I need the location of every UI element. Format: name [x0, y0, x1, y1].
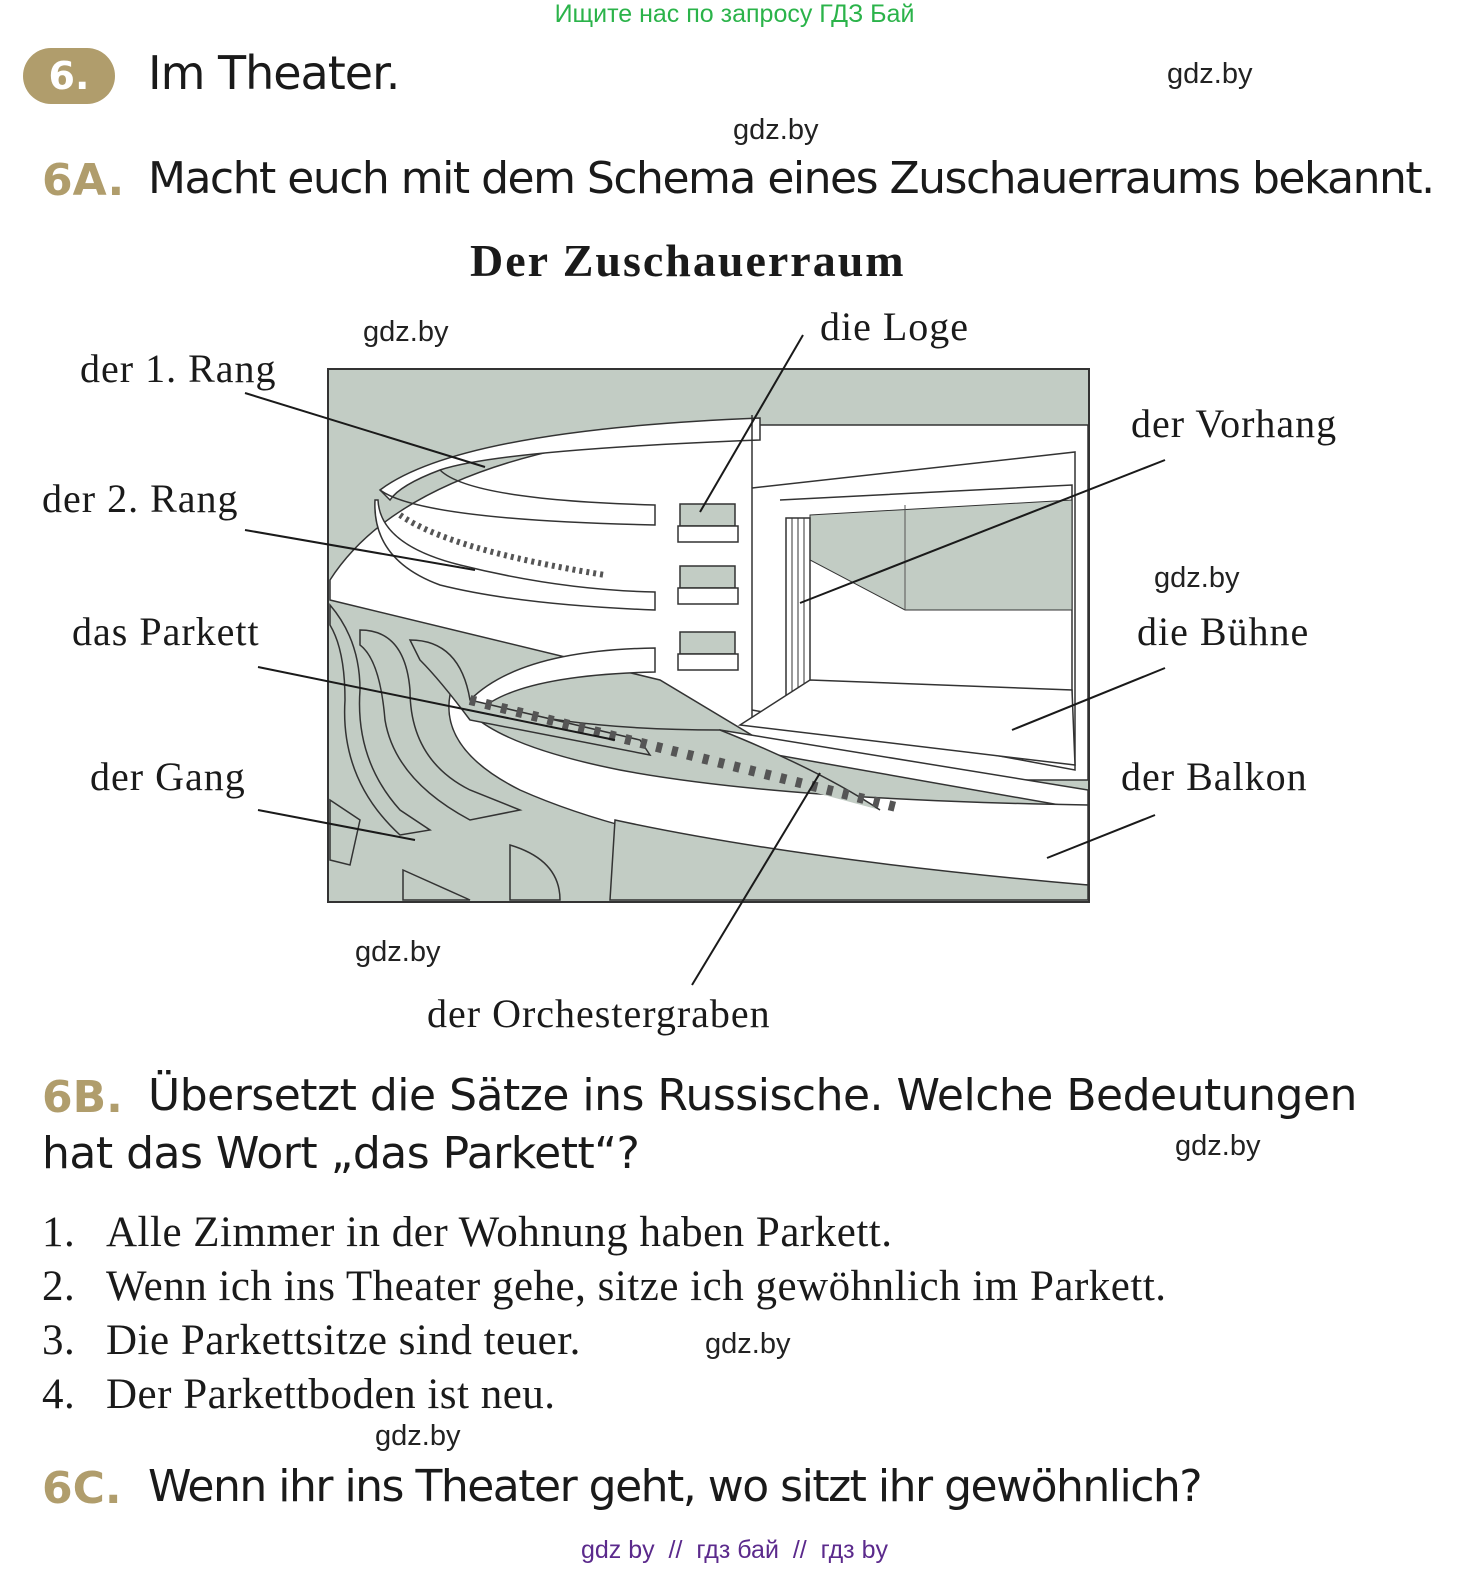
task-c-number: 6C.	[42, 1463, 122, 1514]
task-b-line1: Übersetzt die Sätze ins Russische. Welche Bedeutungen	[148, 1070, 1357, 1121]
list-item-text: Der Parkettboden ist neu.	[106, 1371, 556, 1418]
task-a-text: Macht euch mit dem Schema eines Zuschauerraums bekannt.	[148, 153, 1434, 204]
task-a-number: 6A.	[42, 155, 125, 206]
list-item-number: 2.	[42, 1263, 76, 1310]
label-buehne: die Bühne	[1137, 609, 1310, 654]
list-item	[42, 1316, 581, 1365]
label-orchestergraben: der Orchestergraben	[427, 991, 771, 1036]
watermark: gdz.by	[1154, 562, 1240, 594]
watermark: gdz.by	[1175, 1130, 1261, 1162]
footer-links: gdz by // гдз бай // гдз by	[580, 1536, 888, 1564]
list-item-number: 3.	[42, 1317, 76, 1364]
watermark: gdz.by	[363, 316, 449, 348]
label-rang2: der 2. Rang	[42, 476, 239, 521]
task-b-number: 6B.	[42, 1072, 123, 1123]
list-item-text: Alle Zimmer in der Wohnung haben Parkett.	[106, 1209, 893, 1256]
label-balkon: der Balkon	[1121, 754, 1308, 799]
task-b-line2: hat das Wort „das Parkett“?	[42, 1128, 640, 1179]
task-c-text: Wenn ihr ins Theater geht, wo sitzt ihr gewöhnlich?	[148, 1461, 1202, 1512]
watermark: gdz.by	[1167, 58, 1253, 90]
label-gang: der Gang	[90, 754, 246, 799]
auditorium-illustration	[328, 369, 1089, 902]
list-item	[42, 1208, 892, 1257]
list-item-number: 1.	[42, 1209, 76, 1256]
watermark: gdz.by	[355, 936, 441, 968]
list-item	[42, 1370, 556, 1419]
watermark: gdz.by	[705, 1328, 791, 1360]
section-title: Im Theater.	[148, 46, 400, 100]
label-loge: die Loge	[820, 304, 970, 349]
top-banner: Ищите нас по запросу ГДЗ Бай	[554, 0, 915, 28]
label-parkett: das Parkett	[72, 609, 260, 654]
label-vorhang: der Vorhang	[1131, 401, 1338, 446]
watermark: gdz.by	[733, 114, 819, 146]
list-item-number: 4.	[42, 1371, 76, 1418]
section-number-badge: 6.	[23, 48, 115, 104]
watermark: gdz.by	[375, 1420, 461, 1452]
label-rang1: der 1. Rang	[80, 346, 277, 391]
list-item	[42, 1262, 1167, 1311]
diagram-title: Der Zuschauerraum	[470, 235, 906, 286]
list-item-text: Die Parkettsitze sind teuer.	[106, 1317, 581, 1364]
list-item-text: Wenn ich ins Theater gehe, sitze ich gewöhnlich im Parkett.	[106, 1263, 1167, 1310]
